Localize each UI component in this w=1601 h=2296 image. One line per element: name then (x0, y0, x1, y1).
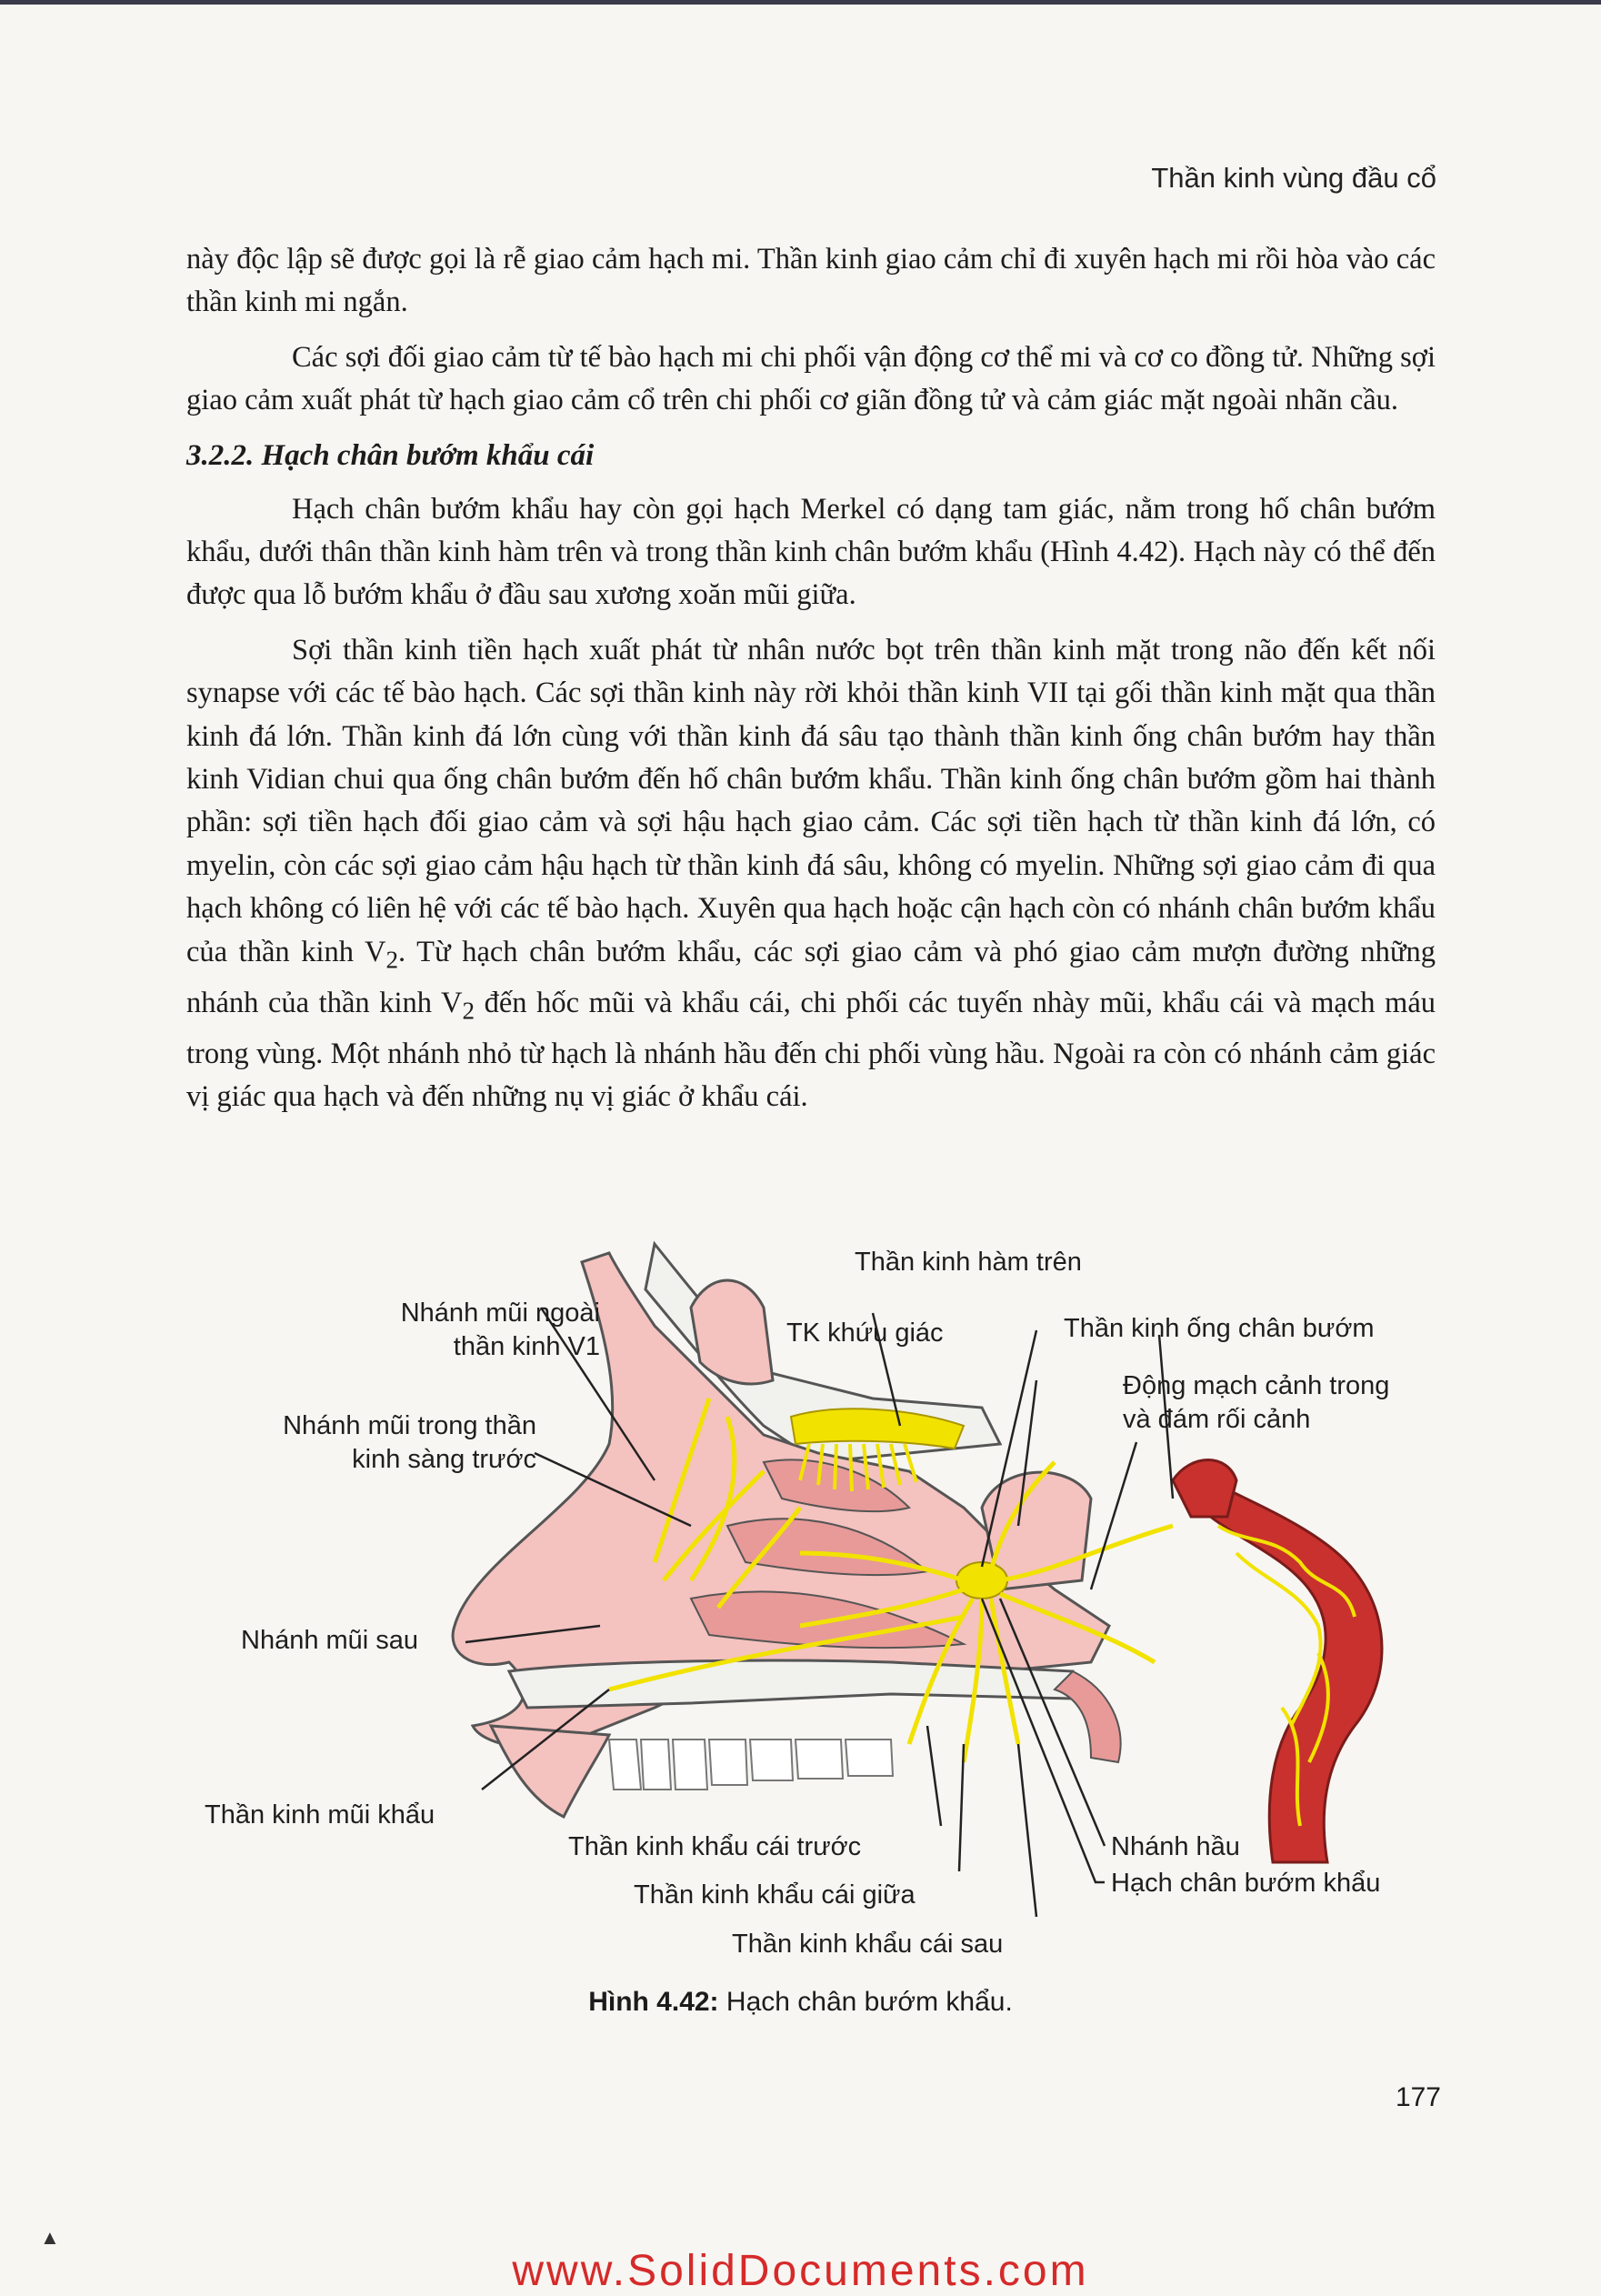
paragraph-2: Các sợi đối giao cảm từ tế bào hạch mi chi phối vận động cơ thể mi và cơ co đồng tử. Những sợi giao cảm xuất phát từ hạch giao cảm cổ trên chi phối cơ giãn đồng tử và cảm giác mặt ngoài nhãn cầu. (186, 340, 1436, 417)
label-ong-chan-buom: Thần kinh ống chân bướm (1064, 1314, 1375, 1343)
label-tk-khuu-giac: TK khứu giác (786, 1318, 944, 1348)
label-than-kinh-ham-tren: Thần kinh hàm trên (855, 1248, 1082, 1277)
label-hach-cbk: Hạch chân bướm khẩu (1111, 1869, 1381, 1898)
subscript-2-b: 2 (462, 997, 475, 1025)
label-mui-khau: Thần kinh mũi khẩu (205, 1800, 435, 1830)
label-dong-mach (1123, 1369, 1389, 1437)
figure-caption (0, 1987, 1601, 2018)
teeth (609, 1740, 893, 1790)
paragraph-4-part-c: đến hốc mũi và khẩu cái, chi phối các tuyến nhày mũi, khẩu cái và mạch máu trong vùng. Một nhánh nhỏ từ hạch là nhánh hầu đến chi phối vùng hầu. Ngoài ra còn có nhánh cảm giác vị giác qua hạch và đến những nụ vị giác ở khẩu cái. (186, 986, 1436, 1113)
label-khau-cai-sau: Thần kinh khẩu cái sau (732, 1930, 1004, 1959)
caption-text: Hạch chân bướm khẩu. (718, 1987, 1013, 2017)
body-text (186, 238, 1436, 1130)
label-nhanh-mui-trong-line2: kinh sàng trước (352, 1445, 536, 1474)
paragraph-1: này độc lập sẽ được gọi là rễ giao cảm hạch mi. Thần kinh giao cảm chỉ đi xuyên hạch mi rồi hòa vào các thần kinh mi ngắn. (186, 243, 1436, 319)
carotid-siphon (1173, 1460, 1236, 1518)
caption-label: Hình 4.42: (588, 1987, 719, 2017)
paragraph-4-part-a: Sợi thần kinh tiền hạch xuất phát từ nhân nước bọt trên thần kinh mặt trong não đến kết nối synapse với các tế bào hạch. Các sợi thần kinh này rời khỏi thần kinh VII tại gối thần kinh mặt qua thần kinh đá lớn. Thần kinh đá lớn cùng với thần kinh đá sâu tạo thành thần kinh ống chân bướm hay thần kinh Vidian chui qua ống chân bướm đến hố chân bướm khẩu. Thần kinh ống chân bướm gồm hai thành phần: sợi tiền hạch đối giao cảm và sợi hậu hạch giao cảm. Các sợi tiền hạch từ thần kinh đá lớn, có myelin, còn các sợi giao cảm hậu hạch từ thần kinh đá sâu, không có myelin. Những sợi giao cảm đi qua hạch không có liên hệ với các tế bào hạch. Xuyên qua hạch hoặc cận hạch còn có nhánh chân bướm khẩu của thần kinh V (186, 633, 1436, 968)
label-nhanh-mui-ngoai (373, 1297, 600, 1364)
label-nhanh-mui-sau: Nhánh mũi sau (241, 1626, 419, 1655)
running-header: Thần kinh vùng đầu cổ (1151, 162, 1436, 194)
paragraph-3: Hạch chân bướm khẩu hay còn gọi hạch Merkel có dạng tam giác, nằm trong hố chân bướm khẩu, dưới thân thần kinh hàm trên và trong thần kinh chân bướm khẩu (Hình 4.42). Hạch này có thể đến được qua lỗ bướm khẩu ở đầu sau xương xoăn mũi giữa. (186, 492, 1436, 612)
label-khau-cai-truoc: Thần kinh khẩu cái trước (568, 1832, 862, 1861)
watermark: www.SolidDocuments.com (512, 2247, 1089, 2295)
label-khau-cai-giua: Thần kinh khẩu cái giữa (634, 1880, 916, 1910)
internal-carotid-artery (1200, 1489, 1382, 1862)
paragraph-4-part-b: . Từ hạch chân bướm khẩu, các sợi giao cảm và phó giao cảm mượn đường những nhánh của thần kinh V (186, 935, 1436, 1019)
label-nhanh-mui-ngoai-line1: Nhánh mũi ngoài (400, 1298, 600, 1328)
label-nhanh-hau: Nhánh hầu (1111, 1832, 1240, 1861)
label-nhanh-mui-trong-line1: Nhánh mũi trong thần (283, 1411, 536, 1440)
label-dong-mach-line1: Động mạch cảnh trong (1123, 1371, 1390, 1400)
pterygopalatine-ganglion (956, 1562, 1007, 1599)
frontal-sinus (691, 1280, 773, 1384)
upper-lip (491, 1726, 609, 1817)
anatomy-figure (182, 1235, 1455, 2053)
top-rule (0, 0, 1601, 5)
section-heading: 3.2.2. Hạch chân bướm khẩu cái (186, 438, 595, 472)
label-nhanh-mui-ngoai-line2: thần kinh V1 (453, 1332, 600, 1361)
page-number: 177 (1395, 2082, 1441, 2112)
paragraph-4 (186, 629, 1436, 1118)
label-nhanh-mui-trong (209, 1409, 536, 1477)
label-dong-mach-line2: và đám rối cảnh (1123, 1405, 1311, 1434)
subscript-2: 2 (385, 946, 399, 974)
footer-triangle-icon: ▲ (40, 2226, 60, 2249)
